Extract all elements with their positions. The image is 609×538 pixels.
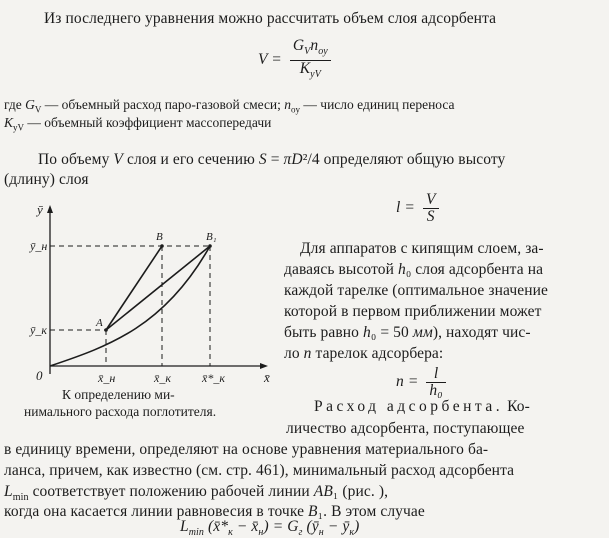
point-b <box>160 244 164 248</box>
bottom-line-5: когда она касается линии равновесия в точке B₁. В этом случае <box>4 503 425 520</box>
x-axis-label: x̄ <box>264 370 270 385</box>
y-axis-label: ȳ <box>37 202 43 217</box>
right-line-1: Для аппаратов с кипящим слоем, за- <box>300 240 544 257</box>
formula-volume <box>258 38 331 83</box>
formula-trays-denominator: h₀ <box>429 382 443 399</box>
min-absorbent-figure <box>0 196 280 386</box>
point-b1 <box>208 244 212 248</box>
right-line-2: даваясь высотой h₀ слоя адсорбента на <box>284 261 544 278</box>
para2-line-1: По объему V слоя и его сечению S = πD²/4 определяют общую высоту <box>38 151 506 168</box>
x-axis-arrow <box>260 363 268 369</box>
tick-xk-star: x̄*_к <box>202 371 225 385</box>
section-heading-line <box>314 398 530 416</box>
origin-label: 0 <box>36 368 43 383</box>
label-b1: B₁ <box>206 231 217 243</box>
working-line-ab <box>106 246 162 330</box>
formula-trays <box>396 366 446 399</box>
formula-length-numerator: V <box>423 192 439 209</box>
bottom-line-2: в единицу времени, определяют на основе уравнения материального ба- <box>4 441 489 458</box>
formula-balance: $L_{min}$ ($x̄*_к$ − $x̄_н) = G_г$ ($ȳ_н$ − $ȳ_к$) <box>180 518 360 538</box>
formula-length-lhs: l = <box>396 199 415 217</box>
formula-length-denominator: S <box>426 208 435 225</box>
tick-xk: x̄_к <box>154 371 171 385</box>
right-line-3: каждой тарелке (оптимальное значение <box>284 282 549 299</box>
bottom-line-3: ланса, причем, как известно (см. стр. 461), минимальный расход адсорбента <box>4 462 515 479</box>
y-axis-arrow <box>47 205 53 213</box>
tick-xn: x̄_н <box>98 371 116 385</box>
point-a <box>104 328 108 332</box>
bottom-line-4: $L_{min}$ соответствует положению рабочей линии AB₁ (рис. ), <box>4 483 389 504</box>
tick-yn: ȳ_н <box>30 239 48 253</box>
tick-yk: ȳ_к <box>30 323 47 337</box>
section-title-rest: Ко- <box>507 398 530 415</box>
formula-length <box>396 192 439 225</box>
right-line-5: быть равно h₀ = 50 мм), находят чис- <box>284 324 531 341</box>
label-a: A <box>96 317 103 329</box>
label-b: B <box>156 231 163 243</box>
bottom-line-1: личество адсорбента, поступающее <box>286 420 525 437</box>
formula-volume-denominator: $K_{yV}$ <box>299 60 321 81</box>
working-line-ab1 <box>106 246 210 330</box>
equilibrium-curve <box>50 246 210 366</box>
formula-volume-lhs: V = <box>258 51 282 69</box>
intro-text: Из последнего уравнения можно рассчитать объем слоя адсорбента <box>44 10 497 27</box>
formula-volume-numerator: $G_Vn_{oy}$ <box>290 38 331 61</box>
figure-caption-line-1: К определению ми- <box>62 387 175 402</box>
where-line-2: $K_{yV}$ — объемный коэффициент массопередачи <box>4 115 272 133</box>
formula-trays-numerator: l <box>426 366 445 383</box>
where-line-1: где $G_V$ — объемный расход паро-газовой смеси; $n_{oy}$ — число единиц переноса <box>4 97 455 115</box>
right-line-4: которой в первом приближении может <box>284 303 542 320</box>
formula-trays-lhs: n = <box>396 373 419 391</box>
right-line-6: ло n тарелок адсорбера: <box>284 345 444 362</box>
section-title: Расход адсорбента. <box>314 398 504 415</box>
para2-line-2: (длину) слоя <box>4 171 89 188</box>
figure-caption-line-2: нимального расхода поглотителя. <box>24 404 217 419</box>
